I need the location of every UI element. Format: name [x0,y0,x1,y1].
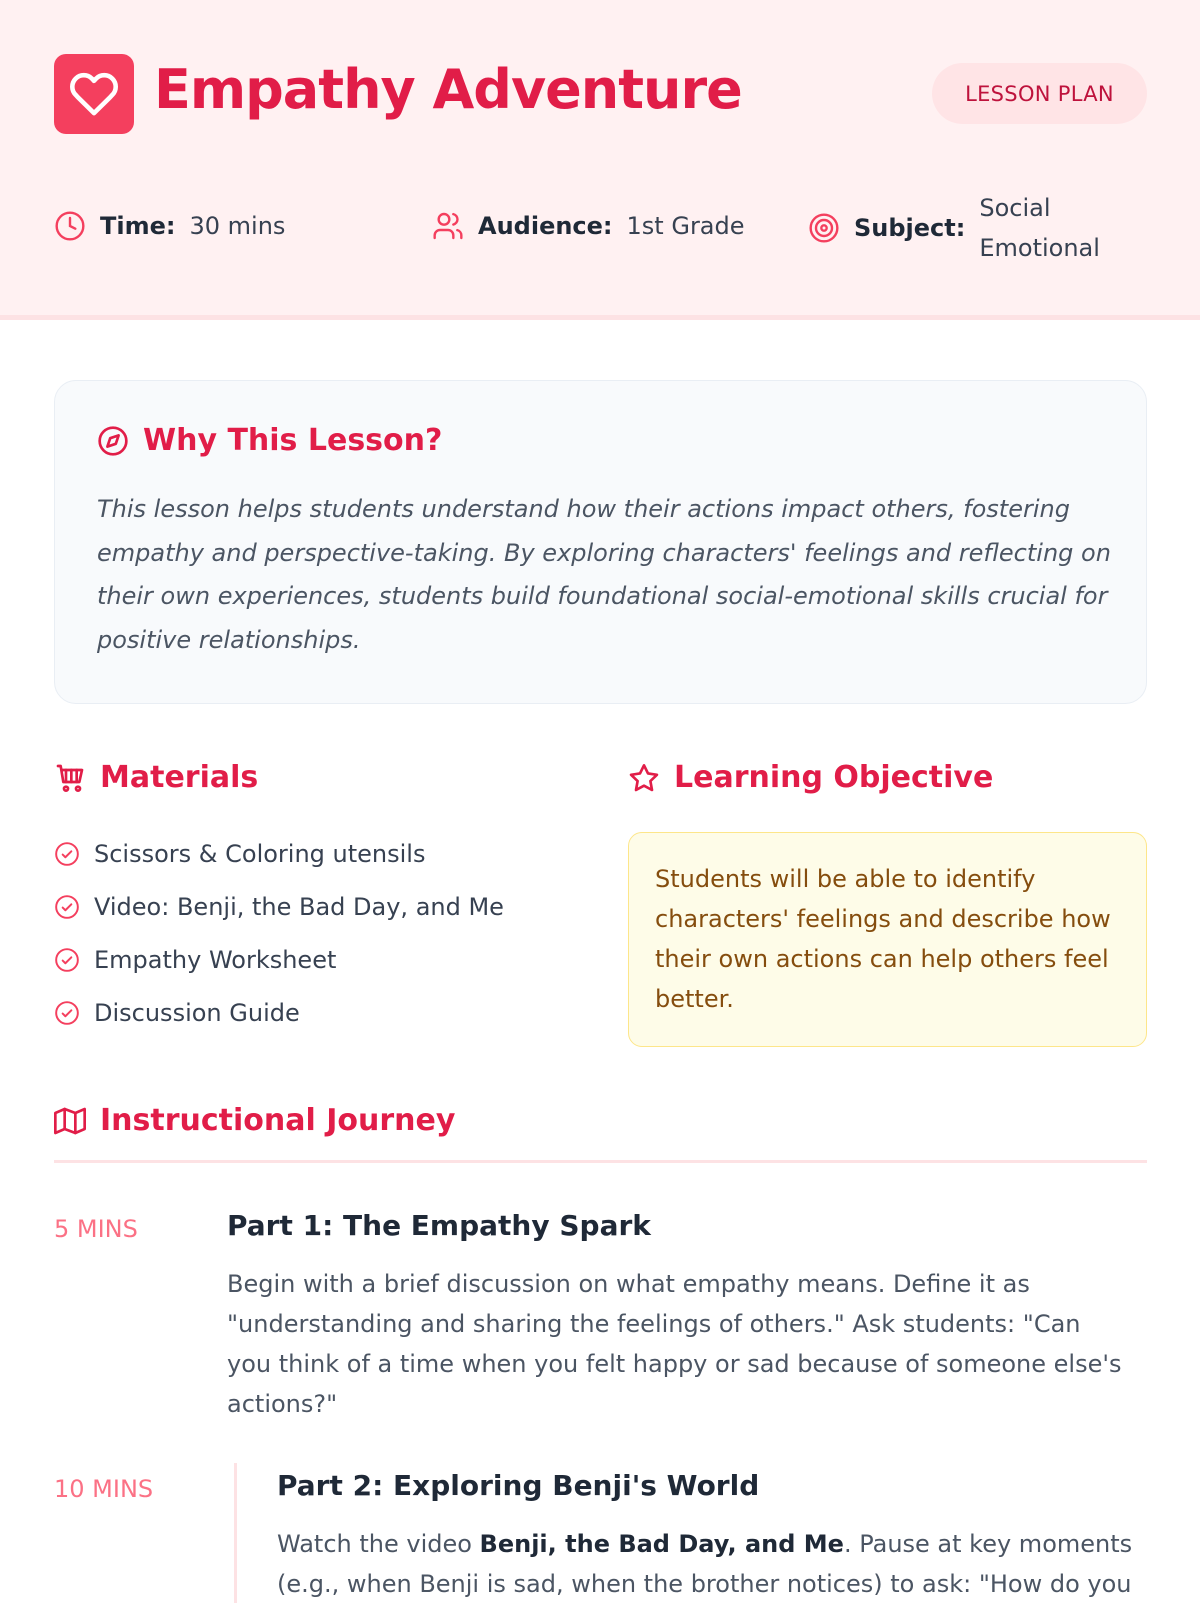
video-title: Benji, the Bad Day, and Me [479,1530,844,1558]
step-title: Part 2: Exploring Benji's World [277,1469,760,1502]
step-time: 10 MINS [54,1475,154,1503]
list-item [54,880,504,933]
journey-heading-text: Instructional Journey [100,1103,456,1138]
objective-heading [628,760,993,795]
heart-icon [54,54,134,134]
meta-subject [808,188,1129,268]
materials-heading-text: Materials [100,760,259,795]
why-lesson-card [54,380,1147,704]
target-icon [808,212,840,244]
material-text: Scissors & Coloring utensils [94,839,426,868]
step-desc-post: . Pause at key moments (e.g., when Benji is sad, when the brother notices) to ask: "How do you [277,1530,1133,1598]
materials-list [54,827,504,1039]
objective-heading-text: Learning Objective [674,760,994,795]
time-value: 30 mins [189,212,286,240]
clock-icon [54,210,86,242]
meta-time [54,210,285,242]
why-text: This lesson helps students understand how their actions impact others, fostering empathy and perspective-taking. By exploring characters' feelings and reflecting on their own experiences, students build foundational social-emotional skills crucial for positive relationships. [97,495,1111,654]
material-text: Empathy Worksheet [94,945,337,974]
materials-heading [54,760,258,795]
timeline-line [234,1463,237,1603]
journey-heading [54,1103,455,1138]
step-time: 5 MINS [54,1215,138,1243]
audience-label: Audience: [478,212,613,240]
compass-icon [97,425,129,457]
lesson-plan-badge: LESSON PLAN [932,63,1147,124]
page-title: Empathy Adventure [154,58,742,121]
list-item [54,827,504,880]
users-icon [432,210,464,242]
material-text: Discussion Guide [94,998,300,1027]
journey-divider [54,1160,1147,1163]
shopping-cart-icon [54,762,86,794]
why-heading [97,423,442,458]
lesson-header [0,0,1200,320]
step-description: Begin with a brief discussion on what empathy means. Define it as "understanding and sharing the feelings of others." Ask students: "Can you think of a time when you felt happy or sad because of someone else's actions?" [227,1270,1122,1418]
subject-label: Subject: [854,214,966,242]
meta-audience [432,210,745,242]
check-circle-icon [54,894,80,920]
material-text: Video: Benji, the Bad Day, and Me [94,892,504,921]
list-item [54,933,504,986]
list-item [54,986,504,1039]
subject-value: Social Emotional [979,194,1100,262]
map-icon [54,1105,86,1137]
star-icon [628,762,660,794]
step-title: Part 1: The Empathy Spark [227,1209,651,1242]
objective-box: Students will be able to identify characters' feelings and describe how their own actions can help others feel better. [628,832,1147,1047]
step-desc-pre: Watch the video [277,1530,480,1558]
audience-value: 1st Grade [626,212,745,240]
why-heading-text: Why This Lesson? [143,423,443,458]
check-circle-icon [54,947,80,973]
time-label: Time: [100,212,176,240]
check-circle-icon [54,841,80,867]
step-description [277,1524,1147,1604]
check-circle-icon [54,1000,80,1026]
